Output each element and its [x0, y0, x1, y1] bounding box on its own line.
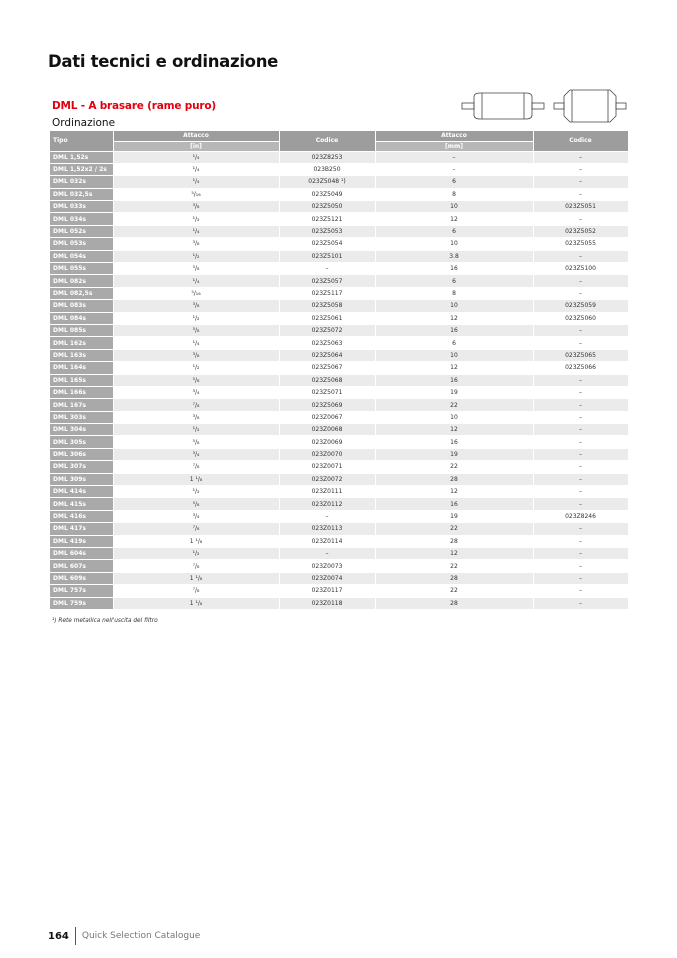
- cell-codice-in: 023Z5049: [279, 188, 375, 200]
- table-row: [50, 263, 628, 275]
- cell-tipo: DML 054s: [50, 250, 113, 262]
- cell-attacco-mm: 19: [375, 386, 533, 398]
- cell-codice-mm: –: [533, 436, 628, 448]
- cell-codice-in: 023B250: [279, 163, 375, 175]
- cell-attacco-in: 1 ¹/₈: [113, 473, 279, 485]
- cell-attacco-in: ³/₄: [113, 386, 279, 398]
- cell-attacco-in: 1 ¹/₈: [113, 535, 279, 547]
- cell-attacco-in: ⁷/₈: [113, 461, 279, 473]
- cell-attacco-mm: 16: [375, 263, 533, 275]
- cell-attacco-mm: 12: [375, 548, 533, 560]
- cell-codice-mm: –: [533, 548, 628, 560]
- table-row: [50, 213, 628, 225]
- cell-codice-in: 023Z5064: [279, 349, 375, 361]
- cell-attacco-mm: 8: [375, 287, 533, 299]
- table-row: [50, 362, 628, 374]
- cell-codice-in: 023Z0112: [279, 498, 375, 510]
- cell-codice-mm: –: [533, 188, 628, 200]
- cell-attacco-mm: 3.8: [375, 250, 533, 262]
- cell-codice-mm: –: [533, 585, 628, 597]
- cell-attacco-in: ¹/₄: [113, 337, 279, 349]
- table-row: [50, 548, 628, 560]
- table-row: [50, 374, 628, 386]
- cell-tipo: DML 032,5s: [50, 188, 113, 200]
- cell-attacco-in: ¹/₂: [113, 250, 279, 262]
- cell-attacco-mm: 12: [375, 362, 533, 374]
- cell-tipo: DML 166s: [50, 386, 113, 398]
- cell-codice-mm: –: [533, 386, 628, 398]
- cell-tipo: DML 034s: [50, 213, 113, 225]
- cell-codice-in: 023Z5072: [279, 324, 375, 336]
- cell-codice-in: 023Z5050: [279, 201, 375, 213]
- table-row: [50, 411, 628, 423]
- cell-attacco-mm: 10: [375, 300, 533, 312]
- cell-tipo: DML 084s: [50, 312, 113, 324]
- cell-attacco-in: ⁵/₈: [113, 436, 279, 448]
- cell-tipo: DML 304s: [50, 424, 113, 436]
- table-row: [50, 473, 628, 485]
- cell-codice-mm: –: [533, 250, 628, 262]
- cell-codice-mm: –: [533, 213, 628, 225]
- cell-tipo: DML 419s: [50, 535, 113, 547]
- header-unit-in: [in]: [113, 141, 279, 151]
- cell-codice-mm: 023Z5052: [533, 225, 628, 237]
- product-diagram: [460, 88, 630, 124]
- table-row: [50, 486, 628, 498]
- cell-codice-mm: –: [533, 411, 628, 423]
- cell-codice-mm: –: [533, 498, 628, 510]
- table-row: [50, 597, 628, 609]
- cell-codice-in: 023Z5067: [279, 362, 375, 374]
- cell-codice-in: 023Z0072: [279, 473, 375, 485]
- table-row: [50, 163, 628, 175]
- header-attacco-in: Attacco: [113, 131, 279, 141]
- cell-codice-in: 023Z5058: [279, 300, 375, 312]
- cell-tipo: DML 053s: [50, 238, 113, 250]
- cell-tipo: DML 609s: [50, 572, 113, 584]
- cell-attacco-in: ⁵/₁₆: [113, 188, 279, 200]
- table-row: [50, 523, 628, 535]
- table-row: [50, 225, 628, 237]
- cell-codice-in: –: [279, 510, 375, 522]
- cell-codice-mm: 023Z5059: [533, 300, 628, 312]
- cell-attacco-mm: 12: [375, 213, 533, 225]
- table-row: [50, 176, 628, 188]
- cell-codice-in: 023Z5061: [279, 312, 375, 324]
- cell-codice-in: 023Z0067: [279, 411, 375, 423]
- header-codice-in: Codice: [279, 131, 375, 151]
- section-title: DML - A brasare (rame puro): [52, 100, 216, 112]
- cell-codice-mm: 023Z5066: [533, 362, 628, 374]
- cell-attacco-in: 1 ¹/₈: [113, 597, 279, 609]
- cell-attacco-in: ³/₈: [113, 411, 279, 423]
- cell-attacco-in: ⁷/₈: [113, 560, 279, 572]
- cell-codice-in: 023Z5117: [279, 287, 375, 299]
- cell-codice-in: 023Z5054: [279, 238, 375, 250]
- cell-attacco-in: ¹/₄: [113, 163, 279, 175]
- cell-attacco-in: ¹/₂: [113, 424, 279, 436]
- table-row: [50, 188, 628, 200]
- cell-codice-in: 023Z0074: [279, 572, 375, 584]
- cell-attacco-in: ¹/₂: [113, 486, 279, 498]
- cell-attacco-in: ⁵/₈: [113, 324, 279, 336]
- cell-tipo: DML 165s: [50, 374, 113, 386]
- cell-attacco-mm: 6: [375, 337, 533, 349]
- cell-codice-in: 023Z0070: [279, 448, 375, 460]
- cell-codice-in: 023Z0111: [279, 486, 375, 498]
- cell-codice-mm: –: [533, 374, 628, 386]
- cell-codice-mm: –: [533, 163, 628, 175]
- table-row: [50, 585, 628, 597]
- cell-attacco-in: ¹/₄: [113, 151, 279, 163]
- table-row: [50, 535, 628, 547]
- cell-attacco-mm: 6: [375, 176, 533, 188]
- cell-codice-mm: –: [533, 560, 628, 572]
- cell-codice-in: 023Z5121: [279, 213, 375, 225]
- cell-attacco-mm: 28: [375, 535, 533, 547]
- cell-attacco-mm: 19: [375, 510, 533, 522]
- table-row: [50, 312, 628, 324]
- cell-attacco-in: ⁵/₁₆: [113, 287, 279, 299]
- table-row: [50, 238, 628, 250]
- cell-tipo: DML 052s: [50, 225, 113, 237]
- cell-attacco-mm: 19: [375, 448, 533, 460]
- cell-codice-mm: –: [533, 523, 628, 535]
- cell-tipo: DML 309s: [50, 473, 113, 485]
- cell-codice-in: 023Z5068: [279, 374, 375, 386]
- table-row: [50, 151, 628, 163]
- cell-attacco-mm: –: [375, 163, 533, 175]
- cell-codice-in: 023Z0071: [279, 461, 375, 473]
- cell-codice-in: 023Z5053: [279, 225, 375, 237]
- cell-attacco-in: ⁵/₈: [113, 374, 279, 386]
- cell-attacco-in: ¹/₂: [113, 548, 279, 560]
- cell-attacco-in: ⁵/₈: [113, 498, 279, 510]
- cell-tipo: DML 757s: [50, 585, 113, 597]
- footer-divider: [75, 927, 76, 945]
- cell-attacco-mm: 6: [375, 275, 533, 287]
- cell-tipo: DML 414s: [50, 486, 113, 498]
- cell-attacco-mm: 28: [375, 473, 533, 485]
- cell-attacco-in: ³/₈: [113, 349, 279, 361]
- table-row: [50, 337, 628, 349]
- cell-attacco-mm: 22: [375, 461, 533, 473]
- cell-codice-mm: –: [533, 473, 628, 485]
- cell-tipo: DML 055s: [50, 263, 113, 275]
- cell-attacco-mm: 10: [375, 201, 533, 213]
- table-row: [50, 498, 628, 510]
- cell-tipo: DML 1,52s: [50, 151, 113, 163]
- cell-tipo: DML 604s: [50, 548, 113, 560]
- cell-attacco-mm: 22: [375, 585, 533, 597]
- cell-codice-in: –: [279, 263, 375, 275]
- cell-attacco-in: ³/₈: [113, 201, 279, 213]
- cell-attacco-in: ⁵/₈: [113, 263, 279, 275]
- cell-tipo: DML 303s: [50, 411, 113, 423]
- cell-codice-mm: 023Z5065: [533, 349, 628, 361]
- table-row: [50, 510, 628, 522]
- table-row: [50, 287, 628, 299]
- cell-codice-mm: 023Z8246: [533, 510, 628, 522]
- cell-tipo: DML 085s: [50, 324, 113, 336]
- cell-attacco-in: 1 ¹/₈: [113, 572, 279, 584]
- cell-codice-in: 023Z0069: [279, 436, 375, 448]
- table-row: [50, 201, 628, 213]
- cell-codice-in: 023Z5063: [279, 337, 375, 349]
- footnote: ¹) Rete metallica nell'uscita del filtro: [52, 618, 158, 624]
- table-row: [50, 424, 628, 436]
- cell-tipo: DML 163s: [50, 349, 113, 361]
- catalogue-label: Quick Selection Catalogue: [81, 931, 201, 941]
- header-tipo: Tipo: [50, 131, 113, 151]
- cell-tipo: DML 759s: [50, 597, 113, 609]
- cell-codice-mm: –: [533, 176, 628, 188]
- table-row: [50, 300, 628, 312]
- cell-tipo: DML 167s: [50, 399, 113, 411]
- cell-attacco-in: ¹/₂: [113, 213, 279, 225]
- cell-attacco-in: ³/₄: [113, 448, 279, 460]
- cell-codice-mm: –: [533, 399, 628, 411]
- cell-attacco-mm: 16: [375, 324, 533, 336]
- cell-codice-mm: –: [533, 337, 628, 349]
- cell-codice-in: 023Z5071: [279, 386, 375, 398]
- table-row: [50, 275, 628, 287]
- cell-codice-mm: –: [533, 287, 628, 299]
- table-row: [50, 572, 628, 584]
- cell-codice-mm: 023Z5100: [533, 263, 628, 275]
- cell-attacco-mm: 16: [375, 374, 533, 386]
- filter-drier-hexagonal-icon: [554, 90, 626, 122]
- cell-attacco-mm: 12: [375, 486, 533, 498]
- cell-tipo: DML 164s: [50, 362, 113, 374]
- cell-tipo: DML 082s: [50, 275, 113, 287]
- cell-tipo: DML 305s: [50, 436, 113, 448]
- cell-tipo: DML 032s: [50, 176, 113, 188]
- cell-codice-in: 023Z0114: [279, 535, 375, 547]
- cell-attacco-mm: 22: [375, 399, 533, 411]
- cell-attacco-mm: 22: [375, 523, 533, 535]
- cell-attacco-mm: 16: [375, 498, 533, 510]
- table-row: [50, 448, 628, 460]
- cell-codice-mm: 023Z5060: [533, 312, 628, 324]
- cell-attacco-mm: 12: [375, 312, 533, 324]
- cell-codice-in: 023Z5069: [279, 399, 375, 411]
- cell-codice-in: 023Z5048 ¹): [279, 176, 375, 188]
- cell-codice-in: 023Z5101: [279, 250, 375, 262]
- header-attacco-mm: Attacco: [375, 131, 533, 141]
- cell-tipo: DML 417s: [50, 523, 113, 535]
- cell-attacco-in: ³/₄: [113, 510, 279, 522]
- cell-attacco-mm: 22: [375, 560, 533, 572]
- cell-tipo: DML 416s: [50, 510, 113, 522]
- table-row: [50, 324, 628, 336]
- cell-codice-mm: 023Z5055: [533, 238, 628, 250]
- cell-codice-mm: –: [533, 275, 628, 287]
- cell-attacco-mm: 10: [375, 411, 533, 423]
- cell-attacco-in: ¹/₄: [113, 275, 279, 287]
- cell-tipo: DML 162s: [50, 337, 113, 349]
- section-subtitle: Ordinazione: [52, 117, 116, 129]
- cell-codice-mm: –: [533, 448, 628, 460]
- cell-codice-mm: –: [533, 535, 628, 547]
- table-row: [50, 386, 628, 398]
- cell-attacco-in: ¹/₂: [113, 362, 279, 374]
- cell-attacco-mm: 8: [375, 188, 533, 200]
- cell-codice-in: 023Z0118: [279, 597, 375, 609]
- cell-codice-in: 023Z0117: [279, 585, 375, 597]
- header-unit-mm: [mm]: [375, 141, 533, 151]
- cell-codice-mm: –: [533, 151, 628, 163]
- table-row: [50, 461, 628, 473]
- cell-codice-in: –: [279, 548, 375, 560]
- page-number: 164: [48, 930, 69, 942]
- page-footer: [48, 926, 200, 946]
- table-row: [50, 436, 628, 448]
- cell-attacco-in: ¹/₂: [113, 312, 279, 324]
- cell-attacco-in: ³/₈: [113, 300, 279, 312]
- cell-attacco-in: ⁷/₈: [113, 399, 279, 411]
- cell-codice-in: 023Z0113: [279, 523, 375, 535]
- cell-attacco-mm: 28: [375, 597, 533, 609]
- cell-codice-mm: –: [533, 324, 628, 336]
- cell-codice-in: 023Z8253: [279, 151, 375, 163]
- cell-codice-in: 023Z0073: [279, 560, 375, 572]
- page-title: Dati tecnici e ordinazione: [48, 52, 279, 71]
- ordering-table: [50, 131, 629, 610]
- cell-attacco-in: ¹/₄: [113, 176, 279, 188]
- cell-tipo: DML 607s: [50, 560, 113, 572]
- cell-attacco-mm: 16: [375, 436, 533, 448]
- cell-tipo: DML 415s: [50, 498, 113, 510]
- cell-codice-mm: –: [533, 424, 628, 436]
- cell-attacco-in: ⁷/₈: [113, 523, 279, 535]
- cell-attacco-in: ³/₈: [113, 238, 279, 250]
- cell-tipo: DML 306s: [50, 448, 113, 460]
- cell-tipo: DML 082,5s: [50, 287, 113, 299]
- cell-attacco-mm: 10: [375, 238, 533, 250]
- cell-attacco-in: ¹/₄: [113, 225, 279, 237]
- cell-codice-mm: 023Z5051: [533, 201, 628, 213]
- cell-codice-in: 023Z0068: [279, 424, 375, 436]
- cell-attacco-mm: 10: [375, 349, 533, 361]
- cell-tipo: DML 307s: [50, 461, 113, 473]
- cell-tipo: DML 1,52x2 / 2s: [50, 163, 113, 175]
- table-row: [50, 250, 628, 262]
- cell-attacco-mm: 28: [375, 572, 533, 584]
- table-row: [50, 349, 628, 361]
- cell-codice-mm: –: [533, 461, 628, 473]
- cell-attacco-mm: 6: [375, 225, 533, 237]
- cell-codice-in: 023Z5057: [279, 275, 375, 287]
- filter-drier-cylindrical-icon: [462, 93, 544, 119]
- cell-codice-mm: –: [533, 486, 628, 498]
- cell-codice-mm: –: [533, 597, 628, 609]
- cell-codice-mm: –: [533, 572, 628, 584]
- cell-tipo: DML 033s: [50, 201, 113, 213]
- table-body: [50, 151, 628, 609]
- table-row: [50, 560, 628, 572]
- table-row: [50, 399, 628, 411]
- header-codice-mm: Codice: [533, 131, 628, 151]
- cell-tipo: DML 083s: [50, 300, 113, 312]
- cell-attacco-mm: 12: [375, 424, 533, 436]
- cell-attacco-in: ⁷/₈: [113, 585, 279, 597]
- cell-attacco-mm: –: [375, 151, 533, 163]
